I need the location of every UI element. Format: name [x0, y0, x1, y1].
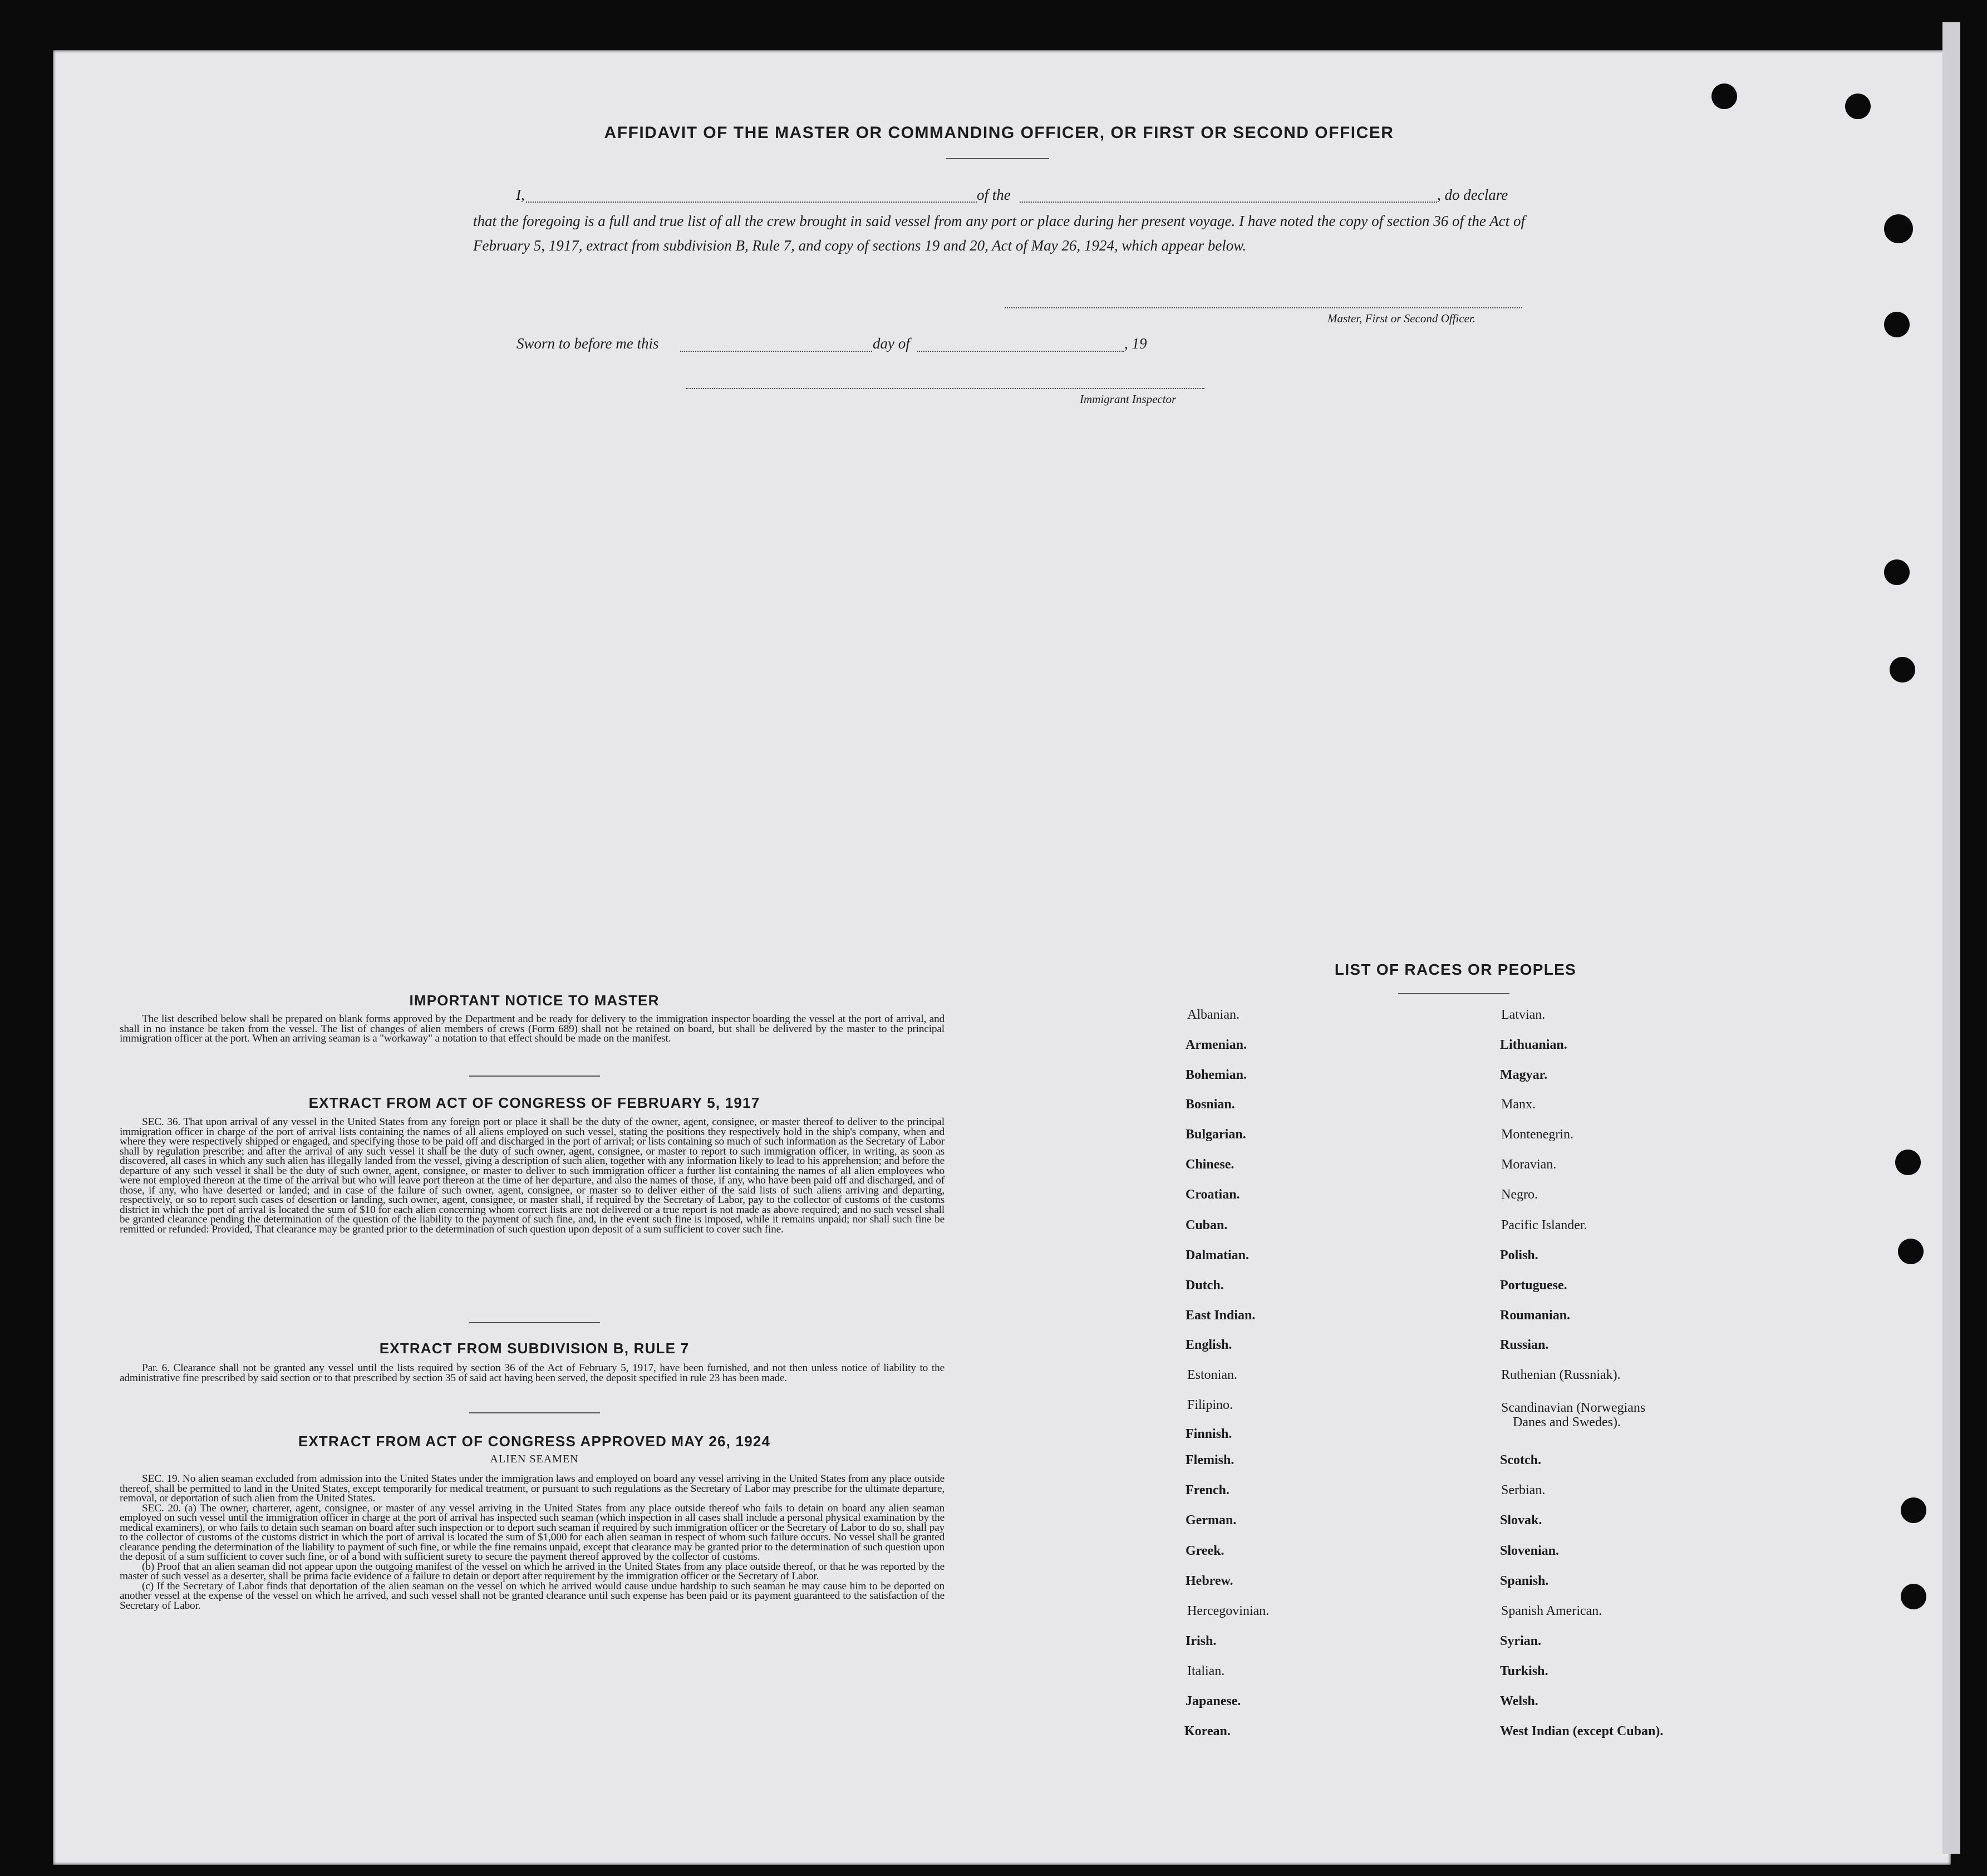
binder-hole [1711, 84, 1737, 109]
binder-hole [1901, 1584, 1926, 1609]
race-item: Turkish. [1500, 1664, 1548, 1678]
extract-1917-text [120, 1117, 945, 1234]
race-item: Italian. [1187, 1664, 1225, 1678]
binder-hole [1845, 94, 1871, 119]
extract-1917-title: EXTRACT FROM ACT OF CONGRESS OF FEBRUARY 5, 1917 [308, 1094, 760, 1111]
divider [469, 1322, 600, 1323]
race-item: Estonian. [1187, 1368, 1237, 1382]
race-item: German. [1186, 1513, 1237, 1528]
alien-seamen-subtitle: ALIEN SEAMEN [490, 1453, 579, 1465]
race-item: Japanese. [1186, 1694, 1241, 1708]
race-item: Slovak. [1500, 1513, 1542, 1528]
notice-title: IMPORTANT NOTICE TO MASTER [409, 992, 660, 1009]
day-blank[interactable] [680, 351, 872, 352]
race-item: Manx. [1501, 1097, 1536, 1112]
race-item: Korean. [1184, 1724, 1231, 1739]
race-item: Finnish. [1186, 1427, 1232, 1441]
rule-7-text [120, 1363, 945, 1383]
sec-19-paragraph: SEC. 19. No alien seaman excluded from admission into the United States under the immigration laws and employed on board any vessel arriving in the United States from any place outside thereof, shall be permitted to land in the United States, except temporarily for medical treatment, or pursuant to such regulations as the Secretary of Labor may prescribe for the ultimate departure, removal, or deportation of such alien from the United States. [120, 1473, 945, 1504]
race-item: Welsh. [1500, 1694, 1538, 1708]
binder-hole [1890, 657, 1915, 682]
race-item: Croatian. [1186, 1187, 1240, 1202]
race-item: Scotch. [1500, 1453, 1541, 1467]
race-item: Bosnian. [1186, 1097, 1235, 1112]
race-item: Spanish American. [1501, 1604, 1602, 1618]
month-blank[interactable] [917, 351, 1124, 352]
race-item: Chinese. [1186, 1157, 1235, 1172]
race-item: Hebrew. [1186, 1574, 1233, 1588]
race-item: Flemish. [1186, 1453, 1235, 1467]
binder-hole [1895, 1150, 1921, 1175]
divider [1398, 993, 1509, 994]
binder-hole [1898, 1239, 1924, 1264]
rule-7-title: EXTRACT FROM SUBDIVISION B, RULE 7 [379, 1340, 690, 1357]
signature-blank[interactable] [1005, 307, 1522, 308]
inspector-label: Immigrant Inspector [1080, 392, 1177, 406]
affidavit-declaration: that the foregoing is a full and true list of all the crew brought in said vessel from any port or place during her present voyage. I have noted the copy of section 36 of the Act of February 5, 1917, extract from subdivision B, Rule 7, and copy of sections 19 and 20, Act of May 26, 1924, which appear below. [473, 213, 1525, 254]
race-item: Ruthenian (Russniak). [1501, 1368, 1621, 1382]
race-item: Bohemian. [1186, 1068, 1247, 1082]
race-item: Negro. [1501, 1187, 1538, 1202]
race-item: Bulgarian. [1186, 1127, 1246, 1142]
race-item: Dutch. [1186, 1278, 1224, 1293]
race-item: Spanish. [1500, 1574, 1549, 1588]
year-text: , 19 [1124, 335, 1147, 352]
race-item: Russian. [1500, 1338, 1549, 1352]
race-item: Dalmatian. [1186, 1248, 1249, 1263]
race-item: Serbian. [1501, 1483, 1546, 1497]
race-item: Albanian. [1187, 1008, 1240, 1022]
sec-20a-paragraph: SEC. 20. (a) The owner, charterer, agent, consignee, or master of any vessel arriving in the United States from any place outside thereof who fails to detain on board any alien seaman employed on such vessel until the immigration officer in charge at the port of arrival has inspected such seaman (which inspection in all cases shall include a personal physical examination by the medical examiners), or who fails to detain such seaman on board after such inspection or to deport such seaman if required by such immigration officer or the Secretary of Labor to do so, shall pay to the collector of customs of the customs district in which the port of arrival is located the sum of $1,000 for each alien seaman in respect of whom such failure occurs. No vessel shall be granted clearance pending the determination of the liability to payment of such fine, or while the fine remains unpaid, except that clearance may be granted prior to the determination of such question upon the deposit of a sum sufficient to cover such fine, or of a bond with sufficient surety to secure the payment thereof approved by the collector of customs. [120, 1502, 945, 1563]
race-item: Roumanian. [1500, 1308, 1571, 1323]
race-item: Cuban. [1186, 1218, 1228, 1232]
race-item: English. [1186, 1338, 1232, 1352]
section-36-paragraph: SEC. 36. That upon arrival of any vessel in the United States from any foreign port or place it shall be the duty of the owner, agent, consignee, or master thereof to deliver to the principal immigration officer in charge of the port of arrival lists containing the names of all aliens employed on such vessel, stating the positions they respectively hold in the ship's company, when and where they were respectively shipped or engaged, and specifying those to be paid off and discharged in the port of arrival; or lists containing so much of such information as the Secretary of Labor shall by regulation prescribe; and after the arrival of any such vessel it shall be the duty of such owner, agent, consignee, or master to report to such immigration officer, in writing, as soon as discovered, all cases in which any such alien has illegally landed from the vessel, giving a description of such alien, together with any information likely to lead to his apprehension; and before the departure of any such vessel it shall be the duty of such owner, agent, consignee, or master to deliver to such immigration officer a further list containing the names of all alien employees who were not employed thereon at the time of the arrival but who will leave port thereon at the time of her departure, and also the names of those, if any, who have been paid off and discharged, and of those, if any, who have deserted or landed; and in case of the failure of such owner, agent, consignee, or master so to deliver either of the said lists of such aliens arriving and departing, respectively, or so to report such cases of desertion or landing, such owner, agent, consignee, or master shall, if required by the Secretary of Labor, pay to the collector of customs of the customs district in which the port of arrival is located the sum of $10 for each alien concerning whom correct lists are not delivered or a true report is not made as above required; and no such vessel shall be granted clearance pending the determination of the question of the liability to the payment of such fine, and, in the event such fine is imposed, while it remains unpaid; nor shall such fine be remitted or refunded: Provided, That clearance may be granted prior to the determination of such question upon deposit of a sum sufficient to cover such fine. [120, 1116, 945, 1235]
race-item: Moravian. [1501, 1157, 1557, 1172]
affidavit-of-the: of the [977, 186, 1011, 203]
notice-text [120, 1014, 945, 1044]
race-item: Pacific Islander. [1501, 1218, 1587, 1232]
inspector-blank[interactable] [686, 388, 1204, 389]
race-item: Magyar. [1500, 1068, 1548, 1082]
race-item: Danes and Swedes). [1513, 1415, 1621, 1430]
races-title: LIST OF RACES OR PEOPLES [1334, 961, 1577, 978]
divider [946, 158, 1049, 159]
divider [469, 1075, 600, 1077]
race-item: Montenegrin. [1501, 1127, 1573, 1142]
race-item: Syrian. [1500, 1634, 1542, 1648]
vessel-blank[interactable] [1020, 202, 1437, 203]
par-6-paragraph: Par. 6. Clearance shall not be granted any vessel until the lists required by section 36 of the Act of February 5, 1917, have been furnished, and not then unless notice of liability to the administrative fine prescribed by said section or to that prescribed by section 35 of said act having been served, the deposit specified in rule 23 has been made. [120, 1362, 945, 1384]
race-item: Polish. [1500, 1248, 1538, 1263]
race-item: Scandinavian (Norwegians [1501, 1401, 1646, 1415]
race-item: West Indian (except Cuban). [1500, 1724, 1664, 1739]
race-item: French. [1186, 1483, 1229, 1497]
extract-1924-text [120, 1474, 945, 1610]
binder-hole [1884, 214, 1913, 243]
race-item: Armenian. [1186, 1038, 1247, 1052]
binder-hole [1884, 312, 1910, 337]
binder-hole [1901, 1497, 1926, 1523]
divider [469, 1412, 600, 1413]
sec-20c-paragraph: (c) If the Secretary of Labor finds that deportation of the alien seaman on the vessel on which he arrived would cause undue hardship to such seaman he may cause him to be deported on another vessel at the expense of the vessel on which he arrived, and such vessel shall not be granted clearance until such expense has been paid or its payment guaranteed to the satisfaction of the Secretary of Labor. [120, 1580, 945, 1612]
signature-label: Master, First or Second Officer. [1327, 312, 1476, 325]
race-item: Latvian. [1501, 1008, 1546, 1022]
binder-hole [1884, 559, 1910, 585]
affidavit-i: I, [516, 186, 525, 203]
day-of-text: day of [873, 335, 910, 352]
race-item: Greek. [1186, 1544, 1224, 1558]
race-item: Lithuanian. [1500, 1038, 1567, 1052]
race-item: Portuguese. [1500, 1278, 1567, 1293]
race-item: Hercegovinian. [1187, 1604, 1270, 1618]
sworn-text: Sworn to before me this [517, 335, 659, 352]
notice-paragraph: The list described below shall be prepared on blank forms approved by the Department and be ready for delivery to the immigration inspector boarding the vessel at the port of arrival, and shall in no instance be taken from the vessel. The list of changes of alien members of crews (Form 689) shall not be retained on board, but shall be delivered by the master to the principal immigration officer at the port. When an arriving seaman is a "workaway" a notation to that effect should be made on the manifest. [120, 1013, 945, 1044]
race-item: East Indian. [1186, 1308, 1256, 1323]
extract-1924-title: EXTRACT FROM ACT OF CONGRESS APPROVED MAY 26, 1924 [298, 1433, 771, 1450]
page-edge [1942, 22, 1960, 1854]
race-item: Filipino. [1187, 1398, 1233, 1412]
race-item: Slovenian. [1500, 1544, 1560, 1558]
name-blank[interactable] [526, 202, 977, 203]
affidavit-do-declare: , do declare [1437, 186, 1508, 203]
race-item: Irish. [1186, 1634, 1217, 1648]
sec-20b-paragraph: (b) Proof that an alien seaman did not appear upon the outgoing manifest of the vessel on which he arrived in the United States from any place outside thereof, or that he was reported by the master of such vessel as a deserter, shall be prima facie evidence of a failure to detain or deport after requirement by the immigration officer or the Secretary of Labor. [120, 1560, 945, 1582]
affidavit-title: AFFIDAVIT OF THE MASTER OR COMMANDING OFFICER, OR FIRST OR SECOND OFFICER [604, 124, 1394, 142]
